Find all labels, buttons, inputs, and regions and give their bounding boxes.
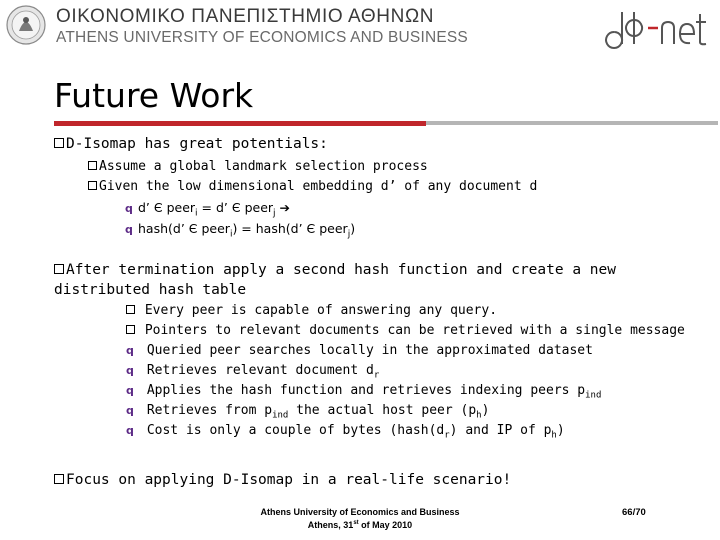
bullet-text: D-Isomap has great potentials: — [66, 136, 328, 152]
q-bullet-icon: q — [125, 202, 133, 215]
arrow-right-icon: ➔ — [279, 200, 291, 215]
square-bullet-icon — [88, 181, 97, 190]
bullet-second-hash — [54, 262, 616, 278]
q-bullet-icon: q — [126, 404, 134, 417]
slide-title: Future Work — [54, 76, 254, 115]
formula-hash-equality: q hash(d’ Є peer$_i$) = hash(d’ Є peer$_j$) — [125, 221, 356, 240]
q-bullet-icon: q — [126, 344, 134, 357]
square-bullet-icon — [126, 305, 135, 314]
university-name-english: ATHENS UNIVERSITY OF ECONOMICS AND BUSINESS — [56, 29, 468, 46]
list-item: q Retrieves from $p_{ind}$ the actual host peer $(p_h)$ — [126, 403, 490, 421]
footer-affiliation — [200, 507, 520, 531]
bullet-text: Given the low dimensional embedding d’ of any document d — [99, 179, 538, 194]
bullet-text: Focus on applying D-Isomap in a real-life scenario! — [66, 472, 512, 488]
q-bullet-icon: q — [126, 364, 134, 377]
sub-bullet-pointers — [126, 323, 685, 338]
title-rule-red — [54, 121, 426, 126]
q-bullet-icon: q — [126, 384, 134, 397]
list-item: q Queried peer searches locally in the approximated dataset — [126, 343, 593, 358]
sub-bullet-landmark — [88, 159, 428, 174]
q-bullet-icon: q — [125, 223, 133, 236]
square-bullet-icon — [88, 161, 97, 170]
page-number: 66/70 — [622, 507, 646, 518]
bullet-real-life-scenario — [54, 472, 511, 488]
footer-line-date: Athens, 31st of May 2010 — [307, 520, 413, 530]
square-bullet-icon — [54, 138, 64, 148]
bullet-text: Pointers to relevant documents can be retrieved with a single message — [144, 323, 685, 338]
square-bullet-icon — [54, 474, 64, 484]
footer-line-university: Athens University of Economics and Business — [260, 507, 460, 517]
bullet-text: Every peer is capable of answering any query. — [144, 303, 498, 318]
bullet-text: Assume a global landmark selection process — [99, 159, 428, 174]
square-bullet-icon — [54, 264, 64, 274]
formula-peer-equality: q d’ Є peer$_i$ = d’ Є peer$_j$ ➔ — [125, 200, 291, 219]
university-name-greek: ΟΙΚΟΝΟΜΙΚΟ ΠΑΝΕΠΙΣΤΗΜΙΟ ΑΘΗΝΩΝ — [56, 6, 435, 27]
sub-bullet-embedding — [88, 179, 537, 194]
list-item: q Cost is only a couple of bytes ($hash(d_r)$ and IP of $p_h$) — [126, 423, 565, 441]
sub-bullet-every-peer — [126, 303, 497, 318]
university-seal-logo — [6, 5, 46, 45]
list-item: q Applies the hash function and retrieves indexing peers $p_{ind}$ — [126, 383, 602, 401]
bullet-d-isomap-potentials — [54, 136, 328, 152]
title-rule-grey — [426, 121, 718, 125]
bullet-second-hash-cont: distributed hash table — [54, 282, 247, 298]
q-bullet-icon: q — [126, 424, 134, 437]
square-bullet-icon — [126, 325, 135, 334]
list-item: q Retrieves relevant document $d_r$ — [126, 363, 380, 381]
db-net-logo — [600, 2, 710, 50]
bullet-text: After termination apply a second hash function and create a new — [66, 262, 616, 278]
